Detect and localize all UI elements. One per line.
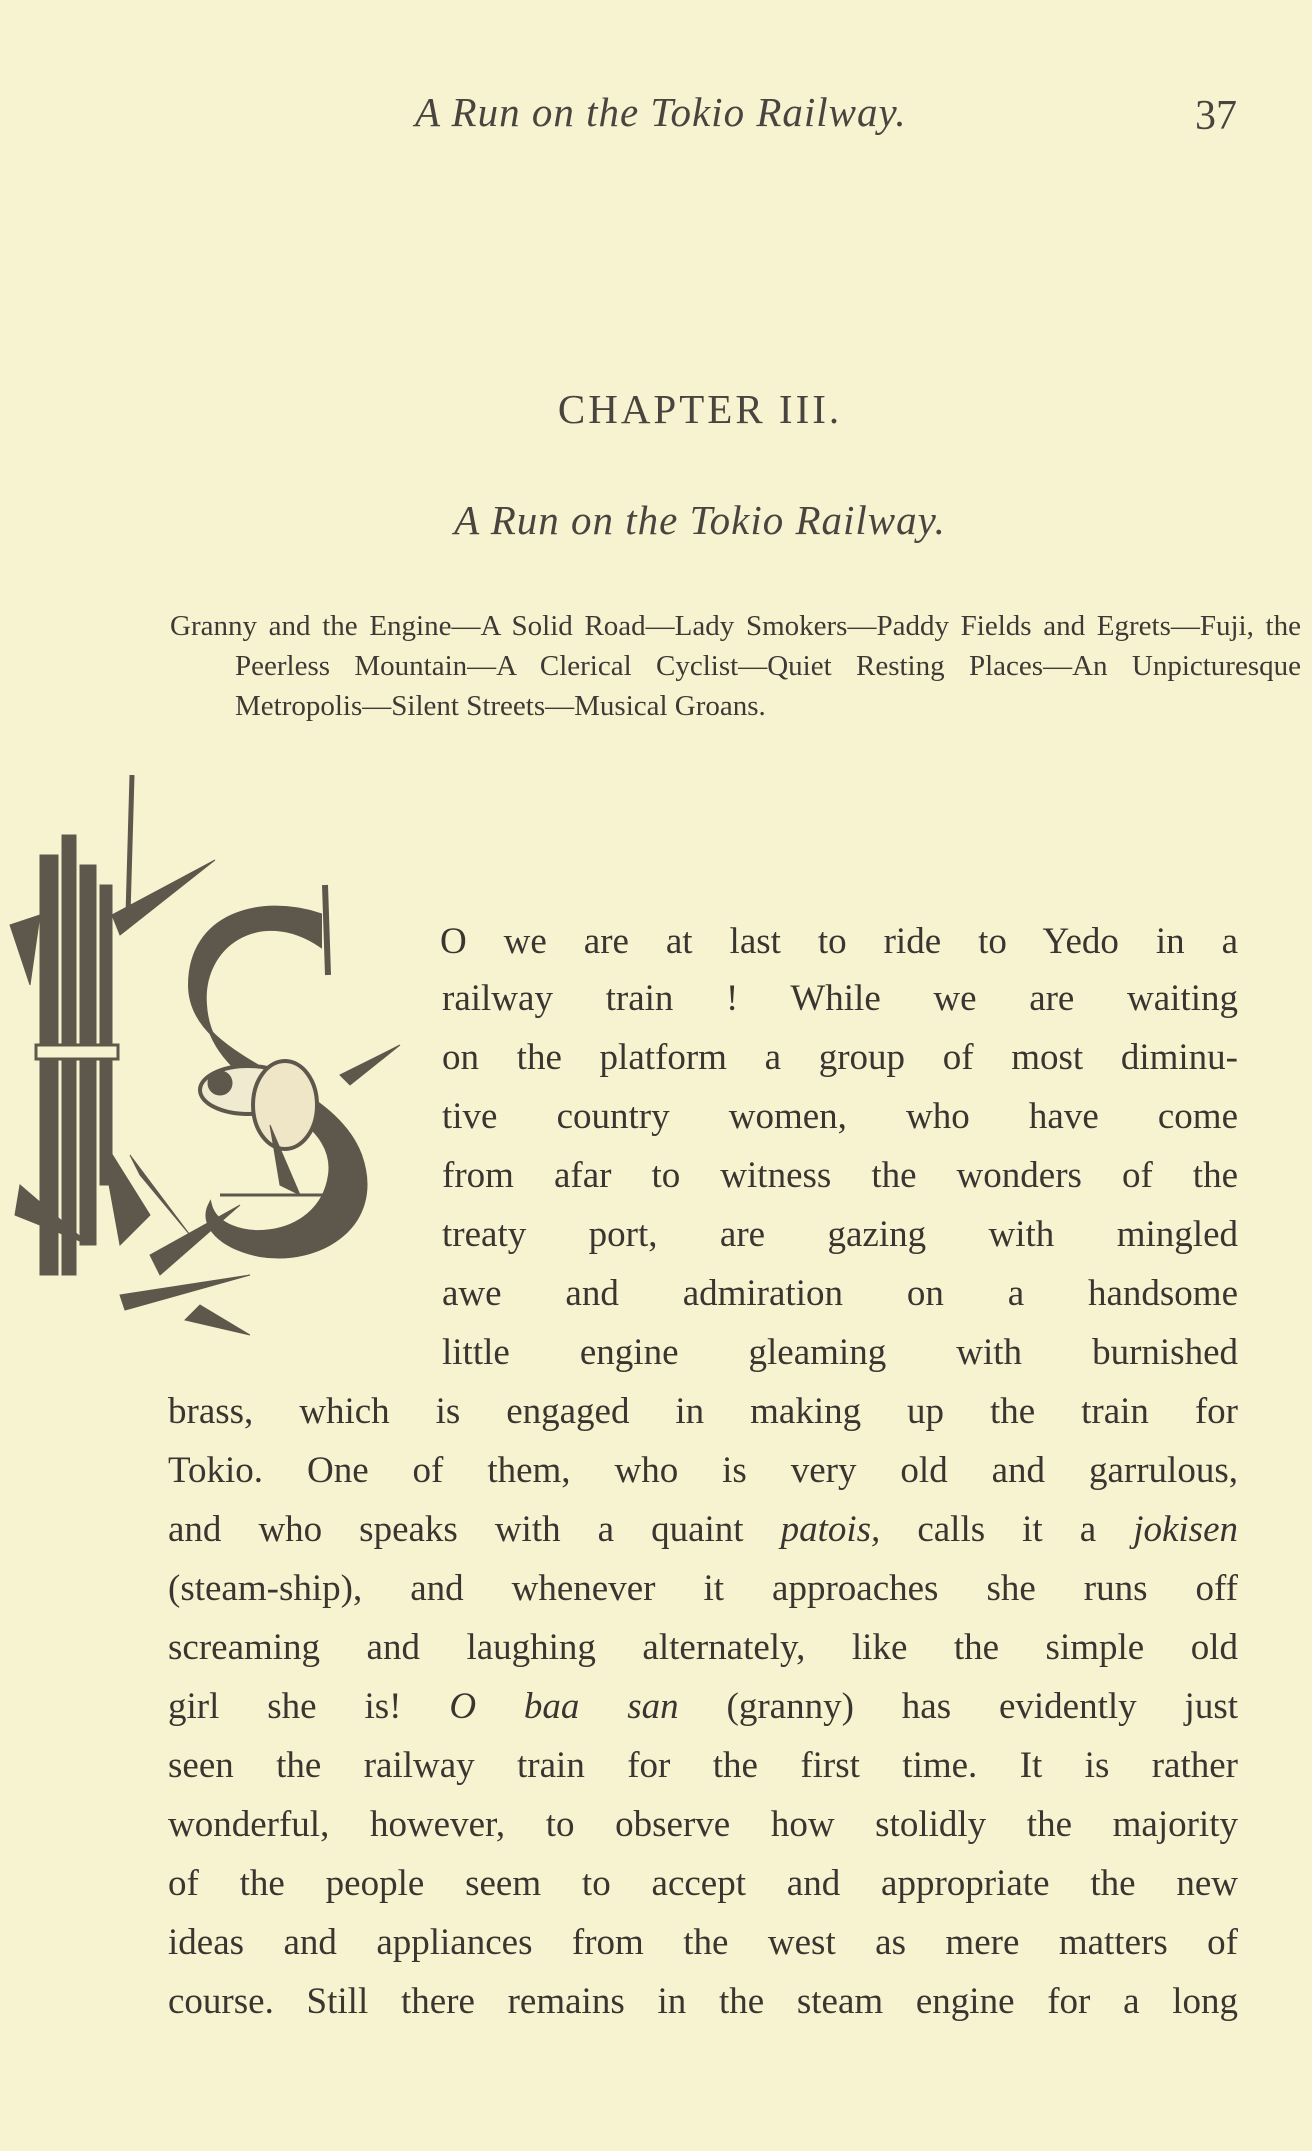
text-run: girl she is! <box>168 1686 450 1727</box>
body-line: wonderful, however, to observe how stolidly the majority <box>168 1804 1238 1845</box>
italic-run: O baa san <box>449 1686 679 1727</box>
page-number: 37 <box>1195 93 1237 139</box>
chapter-title: CHAPTER III. <box>557 386 843 432</box>
body-line: tive country women, who have come <box>442 1096 1238 1137</box>
body-line: Tokio. One of them, who is very old and garrulous, <box>168 1450 1238 1491</box>
body-line: O we are at last to ride to Yedo in a <box>440 921 1238 962</box>
italic-run: jokisen <box>1133 1509 1238 1550</box>
chapter-synopsis: Granny and the Engine—A Solid Road—Lady Smokers—Paddy Fields and Egrets—Fuji, the Peerless Mountain—A Clerical Cyclist—Quiet Resting Places—An Unpicturesque Metropolis—Silent Streets—Musical Groans. <box>170 610 1301 722</box>
text-run: (granny) has evidently just <box>678 1686 1238 1727</box>
body-line: treaty port, are gazing with mingled <box>442 1214 1238 1255</box>
text-run: and who speaks with a quaint <box>168 1509 781 1550</box>
text-run: calls it a <box>880 1509 1134 1550</box>
body-line: seen the railway train for the first time. It is rather <box>168 1745 1238 1786</box>
body-line: awe and admiration on a handsome <box>442 1273 1238 1314</box>
bamboo-bird-drop-cap-icon <box>0 775 440 1375</box>
body-line: (steam-ship), and whenever it approaches she runs off <box>168 1568 1238 1609</box>
body-line: railway train ! While we are waiting <box>442 978 1238 1019</box>
body-line: on the platform a group of most diminu- <box>442 1037 1238 1078</box>
body-line: of the people seem to accept and appropriate the new <box>168 1863 1238 1904</box>
body-line-mixed <box>168 1500 1238 1559</box>
body-line: from afar to witness the wonders of the <box>442 1155 1238 1196</box>
body-line: little engine gleaming with burnished <box>442 1332 1238 1373</box>
body-line: brass, which is engaged in making up the train for <box>168 1391 1238 1432</box>
body-line: course. Still there remains in the steam engine for a long <box>168 1981 1238 2022</box>
italic-run: patois, <box>780 1509 881 1550</box>
body-line-mixed <box>168 1677 1238 1736</box>
body-line: ideas and appliances from the west as mere matters of <box>168 1922 1238 1963</box>
running-head: A Run on the Tokio Railway. <box>415 89 907 135</box>
body-line: screaming and laughing alternately, like the simple old <box>168 1627 1238 1668</box>
chapter-subtitle: A Run on the Tokio Railway. <box>454 497 946 543</box>
